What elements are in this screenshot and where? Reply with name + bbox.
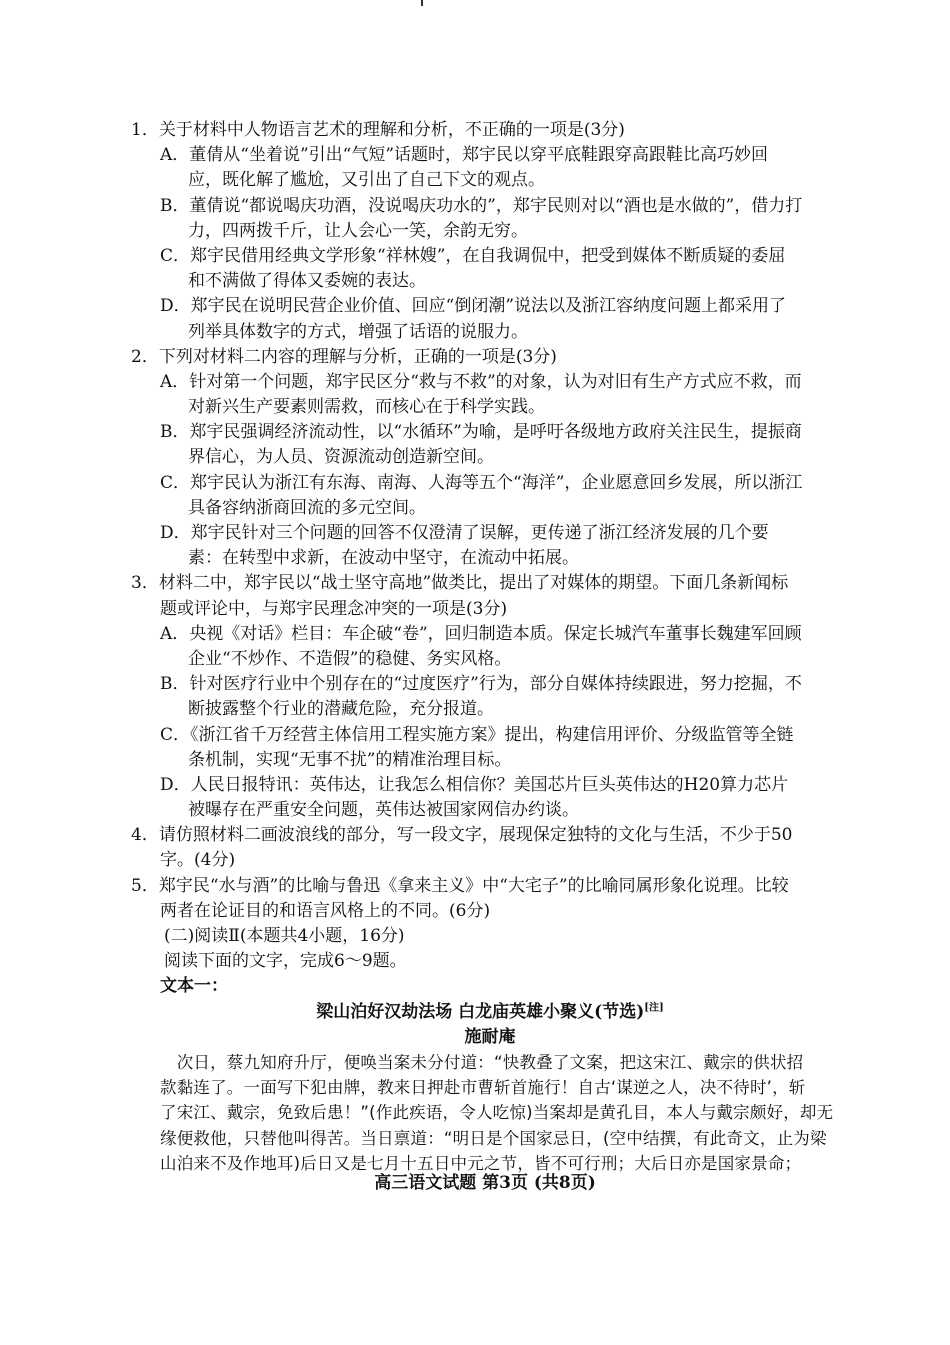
passage-line: 次日，蔡九知府升厅，便唤当案未分付道：“快教叠了文案，把这宋江、戴宗的供状招: [160, 1052, 804, 1072]
option-continuation: 和不满做了得体又委婉的表达。: [188, 271, 426, 292]
option-text: D．人民日报特讯：英伟达，让我怎么相信你？美国芯片巨头英伟达的H20算力芯片: [160, 774, 789, 795]
option-continuation: 对新兴生产要素则需救，而核心在于科学实践。: [188, 397, 545, 418]
option-text: C．郑宇民认为浙江有东海、南海、人海等五个“海洋”，企业愿意回乡发展，所以浙江: [160, 472, 803, 493]
option-continuation: 被曝存在严重安全问题，英伟达被国家网信办约谈。: [188, 800, 579, 821]
option-text: D．郑宇民在说明民营企业价值、回应“倒闭潮”说法以及浙江容纳度问题上都采用了: [160, 296, 787, 317]
question-stem: 5．郑宇民“水与酒”的比喻与鲁迅《拿来主义》中“大宅子”的比喻同属形象化说理。比较: [131, 875, 789, 896]
option-continuation: 力，四两拨千斤，让人会心一笑，余韵无穷。: [188, 220, 528, 241]
option-text: B．郑宇民强调经济流动性，以“水循环”为喻，是呼吁各级地方政府关注民生，提振商: [160, 422, 802, 443]
question-stem: 1．关于材料中人物语言艺术的理解和分析，不正确的一项是(3分): [131, 120, 625, 140]
passage-line: 缘便救他，只替他叫得苦。当日禀道：“明日是个国家忌日，(空中结撰，有此奇文，止为梁: [160, 1128, 827, 1148]
option-continuation: 素：在转型中求新，在波动中坚守，在流动中拓展。: [188, 548, 579, 569]
section-heading: (二)阅读Ⅱ(本题共4小题，16分): [164, 926, 405, 946]
option-text: A．央视《对话》栏目：车企破“卷”，回归制造本质。保定长城汽车董事长魏建军回顾: [160, 623, 802, 644]
option-text: B．董倩说“都说喝庆功酒，没说喝庆功水的”，郑宇民则对以“酒也是水做的”，借力打: [160, 195, 803, 216]
option-continuation: 条机制，实现“无事不扰”的精准治理目标。: [188, 749, 512, 770]
option-text: D．郑宇民针对三个问题的回答不仅澄清了误解，更传递了浙江经济发展的几个要: [160, 523, 769, 543]
question-stem: 两者在论证目的和语言风格上的不同。(6分): [160, 900, 491, 921]
scan-mark: [421, 0, 423, 6]
option-text: C．《浙江省千万经营主体信用工程实施方案》提出，构建信用评价、分级监管等全链: [160, 724, 794, 745]
option-continuation: 应，既化解了尴尬，又引出了自己下文的观点。: [188, 170, 545, 191]
question-stem: 字。(4分): [160, 850, 236, 871]
option-text: B．针对医疗行业中个别存在的“过度医疗”行为，部分自媒体持续跟进，努力挖掘，不: [160, 674, 802, 695]
page-content: [0, 118, 950, 1176]
option-text: A．董倩从“坐着说”引出“气短”话题时，郑宇民以穿平底鞋跟穿高跟鞋比高巧妙回: [160, 145, 769, 166]
option-text: A．针对第一个问题，郑宇民区分“救与不救”的对象，认为对旧有生产方式应不救，而: [160, 371, 802, 392]
passage-author: 施耐庵: [464, 1026, 516, 1047]
section-instruction: 阅读下面的文字，完成6～9题。: [164, 951, 407, 972]
passage-title-text: 梁山泊好汉劫法场 白龙庙英雄小聚义(节选): [316, 1001, 645, 1022]
passage-line: 款黏连了。一面写下犯由牌，教来日押赴市曹斩首施行！自古‘谋逆之人，决不待时’，斩: [160, 1078, 806, 1098]
passage-title: [0, 1000, 950, 1025]
passage-line: 了宋江、戴宗，免致后患！”(作此疾语，令人吃惊)当案却是黄孔目，本人与戴宗颇好，却无: [160, 1103, 834, 1123]
option-continuation: 企业“不炒作、不造假”的稳健、务实风格。: [188, 648, 512, 669]
text-label: 文本一：: [160, 976, 228, 997]
question-stem: 2．下列对材料二内容的理解与分析，正确的一项是(3分): [131, 346, 557, 367]
option-continuation: 断披露整个行业的潜藏危险，充分报道。: [188, 699, 494, 720]
passage-line: 山泊来不及作地耳)后日又是七月十五日中元之节，皆不可行刑；大后日亦是国家景命；: [160, 1153, 802, 1173]
question-stem: 3．材料二中，郑宇民以“战士坚守高地”做类比，提出了对媒体的期望。下面几条新闻标: [131, 573, 789, 594]
option-continuation: 界信心，为人员、资源流动创造新空间。: [188, 447, 494, 468]
footnote-marker: [注]: [644, 1001, 664, 1013]
question-stem: 4．请仿照材料二画波浪线的部分，写一段文字，展现保定独特的文化与生活，不少于50: [131, 825, 793, 846]
page-footer: 高三语文试题 第3页 (共8页): [374, 1173, 596, 1193]
option-continuation: 列举具体数字的方式，增强了话语的说服力。: [188, 321, 528, 342]
question-stem: 题或评论中，与郑宇民理念冲突的一项是(3分): [160, 598, 508, 619]
option-text: C．郑宇民借用经典文学形象“祥林嫂”，在自我调侃中，把受到媒体不断质疑的委屈: [160, 245, 786, 266]
option-continuation: 具备容纳浙商回流的多元空间。: [188, 497, 426, 518]
